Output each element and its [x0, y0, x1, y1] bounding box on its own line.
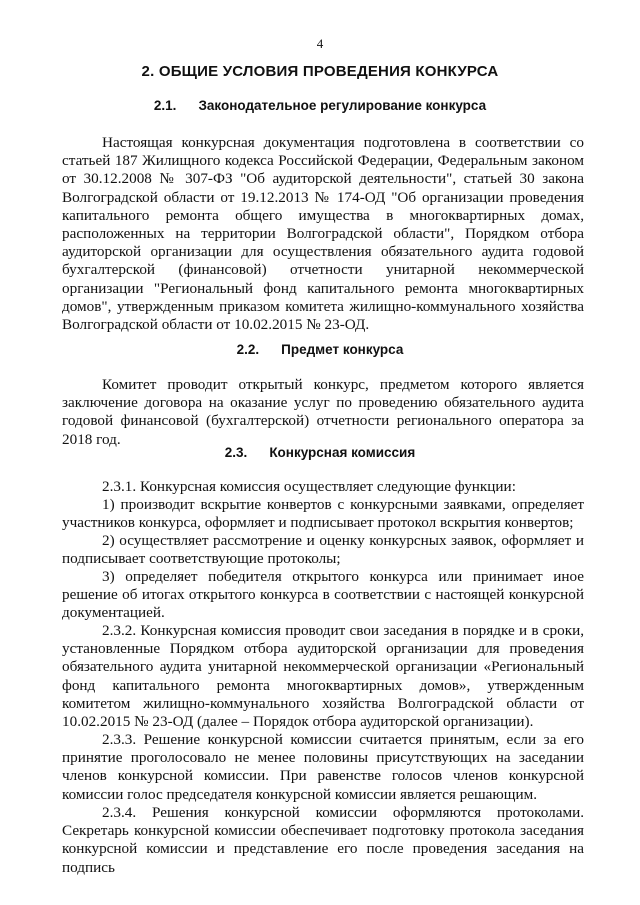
- subsection-title: Предмет конкурса: [281, 342, 404, 357]
- subsection-title: Конкурсная комиссия: [269, 445, 416, 460]
- list-item-3: 3) определяет победителя открытого конкурса или принимает иное решение об итогах открытого конкурса в соответствии с настоящей конкурсной документацией.: [62, 568, 584, 622]
- subsection-number: 2.1.: [153, 98, 177, 113]
- subsection-number: 2.3.: [224, 445, 248, 460]
- paragraph-2-1: Настоящая конкурсная документация подготовлена в соответствии со статьей 187 Жилищного кодекса Российской Федерации, Федеральным законом от 30.12.2008 № 307-ФЗ "Об аудиторской деятельности", статьей 30 закона Волгоградской области от 19.12.2013 № 174-ОД "Об организации проведения капитального ремонта общего имущества в многоквартирных домах, расположенных на территории Волгоградской области", Порядком отбора аудиторской организации для осуществления обязательного аудита годовой бухгалтерской (финансовой) отчетности унитарной некоммерческой организации "Региональный фонд капитального ремонта многоквартирных домов", утвержденным приказом комитета жилищно-коммунального хозяйства Волгоградской области от 10.02.2015 № 23-ОД.: [62, 134, 584, 334]
- list-item-2: 2) осуществляет рассмотрение и оценку конкурсных заявок, оформляет и подписывает соответствующие протоколы;: [62, 532, 584, 568]
- subsection-title: Законодательное регулирование конкурса: [198, 98, 487, 113]
- paragraph-2-3-3: 2.3.3. Решение конкурсной комиссии считается принятым, если за его принятие проголосовало не менее половины присутствующих на заседании членов конкурсной комиссии. При равенстве голосов членов конкурсной комиссии голос председателя конкурсной комиссии является решающим.: [62, 731, 584, 803]
- list-item-1: 1) производит вскрытие конвертов с конкурсными заявками, определяет участников конкурса, оформляет и подписывает протокол вскрытия конвертов;: [62, 496, 584, 532]
- section-title: 2. ОБЩИЕ УСЛОВИЯ ПРОВЕДЕНИЯ КОНКУРСА: [141, 63, 499, 80]
- paragraph-2-3-1: 2.3.1. Конкурсная комиссия осуществляет следующие функции:: [102, 478, 516, 495]
- subsection-heading-2-1: [0, 98, 640, 113]
- subsection-heading-2-2: [0, 342, 640, 357]
- page-number: 4: [316, 36, 324, 51]
- paragraph-2-3-4: 2.3.4. Решения конкурсной комиссии оформляются протоколами. Секретарь конкурсной комиссии обеспечивает подготовку протокола заседания конкурсной комиссии и представление его после проведения заседания на подпись: [62, 804, 584, 876]
- paragraph-2-3-2: 2.3.2. Конкурсная комиссия проводит свои заседания в порядке и в сроки, установленные Порядком отбора аудиторской организации для проведения обязательного аудита унитарной некоммерческой организации «Региональный фонд капитального ремонта многоквартирных домов», утвержденным комитетом жилищно-коммунального хозяйства Волгоградской области от 10.02.2015 № 23-ОД (далее – Порядок отбора аудиторской организации).: [62, 622, 584, 731]
- paragraph-2-2: Комитет проводит открытый конкурс, предметом которого является заключение договора на оказание услуг по проведению обязательного аудита годовой финансовой (бухгалтерской) отчетности регионального оператора за 2018 год.: [62, 376, 584, 448]
- subsection-number: 2.2.: [236, 342, 260, 357]
- subsection-heading-2-3: [0, 445, 640, 460]
